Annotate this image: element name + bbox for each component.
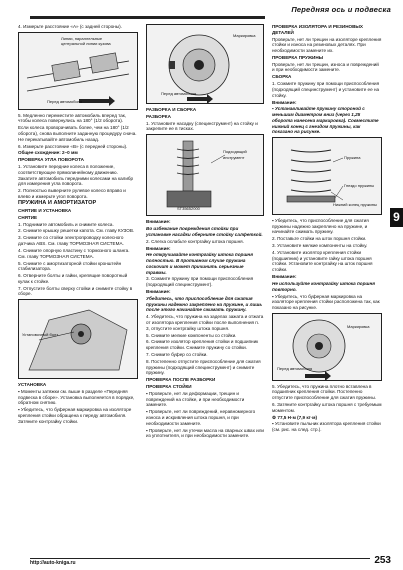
check-subheading: ПРОВЕРКА СТОЙКИ: [146, 384, 192, 390]
asm-step-7-text: Установите пыльник изолятора крепления стойки (см. рис. на след. стр.).: [272, 421, 381, 433]
asm-step-1: 1. Сожмите пружину при помощи приспособления (подходящий специнструмент) и установите ее на стойку.: [272, 81, 380, 98]
warn-a-text: ▪ Устанавливайте пружину стороной с меньшим диаметром вниз (через 1,25 оборота нанесена маркировка). Совместите нижний конец с гнездом пружины, как показано на рисунке.: [272, 106, 379, 135]
dis-heading: РАЗБОРКА И СБОРКА: [146, 107, 197, 112]
figure-caption-bolt: Установочный болт: [22, 332, 59, 338]
remove-step-6: 6. Отверните болты и гайки, крепящие поворотный кулак к стойке.: [18, 273, 128, 284]
header-rule: [30, 16, 265, 19]
header-title: Передняя ось и подвеска: [291, 5, 391, 14]
warn-a-title: Внимание:: [272, 99, 297, 105]
figure-strut-mount: [18, 299, 138, 379]
angle-heading: ПРОВЕРКА УГЛА ПОВОРОТА: [18, 157, 84, 163]
warn-2-text: Не откручивайте контргайку штока поршня полностью. В противном случае пружина соскочит и может причинить серьезные травмы.: [146, 252, 253, 275]
figure-caption-lower-end: Нижний конец пружины: [333, 201, 377, 207]
ins-text: Проверьте, нет ли трещин на изоляторе крепления стойки и износа на резиновых деталях. При необходимости замените их.: [272, 36, 382, 53]
dis-step-3: 3. Сожмите пружину при помощи приспособления (подходящий специнструмент).: [146, 276, 254, 288]
remove-step-2: 2. Снимите крышку решетки капота. См. главу КУЗОВ.: [18, 228, 135, 234]
figure-mark-orientation: [272, 313, 382, 381]
warn-a2-text: Убедитесь, что приспособление для сжатия пружины надежно закреплено на пружине, и начинайте сжимать пружину.: [272, 217, 369, 235]
dis-subheading: РАЗБОРКА: [146, 113, 171, 119]
asm-step-3: 3. Установите мелкие компоненты на стойку.: [272, 243, 368, 249]
figure-strut-vise: [146, 134, 264, 216]
asm-heading: СБОРКА: [272, 74, 292, 80]
section-heading: ПРУЖИНА И АМОРТИЗАТОР: [18, 199, 97, 206]
step-5-note: Если колеса проворачивать более, чем на 180° (1/2 оборота), снова выполните заданную процедуру снача. Не перекатывайте автомобиль назад.: [18, 125, 137, 142]
spring-text: Проверьте, нет ли трещин, износа и повреждений и при необходимости замените.: [272, 61, 379, 73]
angle-step-2: 2. Полностью выверните рулевое колесо вправо и влево и измерьте угол поворота.: [18, 188, 126, 199]
asm-step-4: 4. Установите изолятор крепления стойки (подшипник) и установите гайку штока поршня стойки. Установите контргайку на шток поршня стойки.: [272, 250, 373, 273]
figure-caption-mark: Маркировка: [233, 33, 256, 38]
warn-b-title: Внимание:: [272, 274, 297, 280]
install-heading: УСТАНОВКА: [18, 382, 47, 388]
figure-caption-mark: Маркировка: [347, 323, 370, 329]
install-bullet-1: ▪ Моменты затяжки см. выше в разделе «Передняя подвеска в сборе». Установка выполняется в порядке, обратном снятию.: [18, 388, 135, 406]
dis-step-6: 6. Снимите изолятор крепления стойки и подшипник крепления стойки. Снимите пружину со стойки.: [146, 339, 259, 351]
remove-step-3: 3. Снимите со стойки электропроводку колесного датчика ABS. См. главу ТОРМОЗНАЯ СИСТЕМА.: [18, 235, 124, 247]
install-bullet-1-text: Моменты затяжки см. выше в разделе «Передняя подвеска в сборе». Установка выполняется в порядке, обратном снятию.: [18, 388, 135, 406]
dis-step-5: 5. Снимите мелкие компоненты со стойки.: [146, 332, 237, 338]
footer-url: http://auto-knigа.ru: [30, 560, 76, 566]
column-2: [146, 24, 264, 440]
dis-step-7: 7. Снимите буфер со стойки.: [146, 352, 208, 358]
figure-caption-front: Перед автомобиля: [47, 98, 83, 104]
strut-vise-diagram: [147, 135, 263, 215]
figure-caption-spring: Пружина: [344, 154, 361, 160]
figure-caption-seat: Гнездо пружины: [344, 182, 375, 188]
check-bullet-1-text: Проверьте, нет ли деформации, трещин и повреждений на стойке, и при необходимости замените.: [146, 390, 245, 408]
warn-b-text: Не используйте контргайку штока поршня повторно.: [272, 280, 375, 292]
check-bullet-1: ▪ Проверьте, нет ли деформации, трещин и повреждений на стойке, и при необходимости замените.: [146, 390, 245, 408]
warn-a2: ▪ Убедитесь, что приспособление для сжатия пружины надежно закреплено на пружине, и начинайте сжимать пружину.: [272, 217, 369, 235]
chapter-tab: 9: [390, 208, 403, 227]
asm-bullet: ▪ Убедитесь, что буферная маркировка на изоляторе крепления стойки расположена так, как показано на рисунке.: [272, 293, 380, 310]
warn-1-title: Внимание:: [146, 219, 171, 225]
torque-spec: ⚙ 77,5 Н·м (7,9 кг·м): [272, 414, 318, 420]
remove-step-7: 7. Отпустите болты сверху стойки и снимите стойку в сборе.: [18, 285, 133, 297]
angle-step-1: 1. Установите передние колеса в положение, соответствующее прямолинейному движению. Закатите автомобиль передними колесами на калибр для измерения угла поворота.: [18, 164, 134, 187]
warn-2-title: Внимание:: [146, 245, 171, 251]
toe-total: Общее схождение: 2–0 мм: [18, 150, 78, 156]
step-5: 5. Медленно переместите автомобиль вперед так, чтобы колеса повернулись на 180° (1/2 оборота).: [18, 112, 127, 124]
remove-step-5: 5. Снимите с амортизаторной стойки кронштейн стабилизатора.: [18, 260, 122, 272]
asm-step-7: ▪ Установите пыльник изолятора крепления стойки (см. рис. на след. стр.).: [272, 421, 381, 433]
install-bullet-2-text: Убедитесь, что буферная маркировка на изоляторе крепления стойки обращена к переду автомобиля. Затяните контргайку стойки.: [18, 407, 132, 424]
torque-spec-text: 77,5 Н·м (7,9 кг·м): [277, 414, 318, 420]
column-1: [18, 24, 138, 426]
page-number: 253: [374, 555, 391, 566]
figure-caption-front: Перед автомобиля: [161, 91, 197, 96]
dis-step-8: 8. Постепенно отпустите приспособление для сжатия пружины (подходящий специнструмент) и снимите пружину.: [146, 358, 261, 376]
check-bullet-3-text: Проверьте, нет ли утечки масла на сварных швах или из уплотнителя, и при необходимости замените.: [146, 427, 264, 439]
install-bullet-2: ▪ Убедитесь, что буферная маркировка на изоляторе крепления стойки обращена к переду автомобиля. Затяните контргайку стойки.: [18, 407, 132, 424]
asm-step-6: 6. Затяните контргайку штока поршня с требуемым моментом.: [272, 401, 382, 413]
check-heading: ПРОВЕРКА ПОСЛЕ РАЗБОРКИ: [146, 377, 216, 383]
page-header: [0, 0, 403, 22]
figure-caption-front: Перед автомобиля: [277, 365, 313, 371]
figure-strut-top: [146, 24, 264, 104]
check-bullet-2-text: Проверьте, нет ли повреждений, неравномерного износа и искривления штока поршня, и при необходимости замените.: [146, 409, 256, 426]
dis-step-1: 1. Установите насадку (специнструмент) на стойку и закрепите ее в тисках.: [146, 120, 258, 132]
page-footer: [0, 552, 403, 570]
asm-step-2: 2. Поставьте стойки на шток поршня стойки.: [272, 236, 367, 242]
figure-toe-measure: [18, 32, 138, 110]
asm-bullet-text: Убедитесь, что буферная маркировка на изоляторе крепления стойки расположена так, как показано на рисунке.: [272, 293, 380, 310]
step-6: 6. Измерьте расстояние «B» (с передней стороны).: [18, 143, 128, 149]
footer-rule: [30, 558, 370, 559]
asm-step-5: 5. Убедитесь, что пружина плотно вставлена в подшипник крепления стойки. Постепенно отпустите приспособление для сжатия пружины.: [272, 383, 377, 401]
figure-caption-tool: Подходящий инструмент: [223, 149, 247, 160]
warn-a-text-body: Устанавливайте пружину стороной с меньшим диаметром вниз (через 1,25 оборота нанесена маркировка). Совместите нижний конец с гнездом пружины, как показано на рисунке.: [272, 106, 379, 135]
figure-spring-seat: [272, 137, 382, 215]
figure-caption-lines: Линии, параллельные центральной линии кузова: [61, 35, 111, 47]
column-3: [272, 24, 382, 434]
warn-1-text: Во избежание повреждения стойки при установке насадки оберните стойку салфеткой.: [146, 226, 263, 237]
check-bullet-2: ▪ Проверьте, нет ли повреждений, неравномерного износа и искривления штока поршня, и при необходимости замените.: [146, 409, 256, 426]
check-bullet-3: ▪ Проверьте, нет ли утечки масла на сварных швах или из уплотнителя, и при необходимости замените.: [146, 427, 264, 439]
spring-heading: ПРОВЕРКА ПРУЖИНЫ: [272, 54, 324, 60]
remove-step-4: 4. Снимите опорную пластину с тормозного шланга. См. главу ТОРМОЗНАЯ СИСТЕМА.: [18, 247, 130, 259]
warn-3-text: Убедитесь, что приспособление для сжатия пружины надежно закреплено на пружине, и лишь после этого начинайте сжимать пружину.: [146, 295, 263, 313]
remove-step-1: 1. Поднимите автомобиль и снимите колеса.: [18, 221, 114, 227]
dis-step-2: 2. Слегка ослабьте контргайку штока поршня.: [146, 238, 244, 244]
ins-heading: ПРОВЕРКА ИЗОЛЯТОРА И РЕЗИНОВЫХ ДЕТАЛЕЙ: [272, 24, 363, 35]
figure-caption-code: ST35652000: [177, 206, 200, 212]
remove-subheading: СНЯТИЕ: [18, 214, 38, 220]
dis-step-4: 4. Убедитесь, что пружина на заделах зажата и отжата от изолятора крепления стойки после выполнения п. 3, отпустите контргайку штока поршня.: [146, 314, 264, 331]
warn-3-title: Внимание:: [146, 289, 171, 295]
step-4: 4. Измерьте расстояние «A» (с задней стороны).: [18, 24, 122, 29]
remove-heading: СНЯТИЕ И УСТАНОВКА: [18, 207, 72, 213]
strut-mount-diagram: [19, 300, 137, 378]
